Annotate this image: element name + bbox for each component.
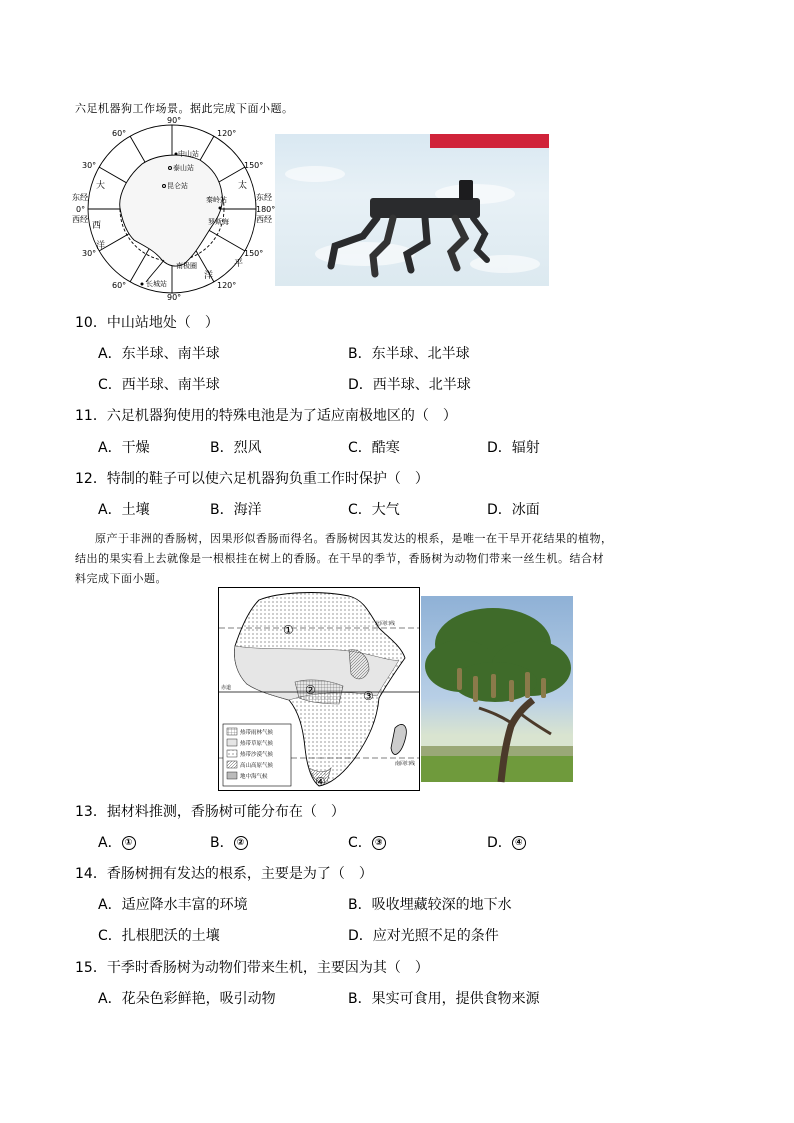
question-14: 14．香肠树拥有发达的根系，主要是为了（ ） [75,866,373,882]
sausage-tree-photo [421,596,573,782]
station-label: 昆仑站 [167,182,188,190]
lon-label: 150° [244,161,264,170]
antarctic-polar-map [72,116,276,302]
option-12b[interactable]: B．海洋 [210,502,262,518]
option-15a[interactable]: A．花朵色彩鲜艳，吸引动物 [98,991,276,1007]
ocean-char: 洋 [204,271,214,281]
ocean-char: 洋 [96,241,106,251]
lon-label: 西经 [72,215,88,224]
station-label: 长城站 [146,280,167,288]
question-13: 13．据材料推测，香肠树可能分布在（ ） [75,804,345,820]
ocean-char: 平 [234,259,244,269]
option-15b[interactable]: B．果实可食用，提供食物来源 [348,991,540,1007]
option-11c[interactable]: C．酷寒 [348,440,400,456]
lon-label: 0° [76,205,86,214]
legend-item: 高山高原气候 [240,763,274,769]
ocean-char: 大 [96,181,106,191]
question-11: 11．六足机器狗使用的特殊电池是为了适应南极地区的（ ） [75,408,457,424]
intro-text-2-line3: 料完成下面小题。 [75,572,167,585]
lon-label: 30° [82,249,97,258]
tree-canopy-icon [425,608,571,702]
lon-label: 180° [256,205,276,214]
lon-label: 90° [167,293,182,302]
option-12d[interactable]: D．冰面 [487,502,540,518]
legend-item: 热带草原气候 [240,741,274,747]
question-12: 12．特制的鞋子可以使六足机器狗负重工作时保护（ ） [75,471,429,487]
option-10b[interactable]: B．东半球、北半球 [348,346,470,362]
option-14c[interactable]: C．扎根肥沃的土壤 [98,928,220,944]
station-label: 泰山站 [173,164,194,172]
option-10c[interactable]: C．西半球、南半球 [98,377,220,393]
lon-label: 60° [112,281,127,290]
lon-label: 60° [112,129,127,138]
option-13d[interactable]: D． ④ [487,832,526,852]
circle-label: 南极圈 [176,262,197,270]
lon-label: 90° [167,116,182,125]
lon-label: 东经 [72,193,88,202]
question-15: 15．干季时香肠树为动物们带来生机，主要因为其（ ） [75,960,429,976]
ocean-char: 西 [92,221,102,231]
option-10d[interactable]: D．西半球、北半球 [348,377,471,393]
lon-label: 120° [217,281,237,290]
tropic-south-label: 南回归线 [395,761,416,767]
red-structure [430,134,549,148]
marker-2: ② [305,683,316,697]
option-13a[interactable]: A． ① [98,832,136,852]
option-10a[interactable]: A．东半球、南半球 [98,346,220,362]
marker-4: ④ [315,775,326,789]
robot-dog-photo [275,134,549,286]
equator-label: 赤道 [221,685,232,691]
legend-item: 热带雨林气候 [240,730,274,736]
station-label: 中山站 [178,150,199,158]
lon-label: 150° [244,249,264,258]
option-14d[interactable]: D．应对光照不足的条件 [348,928,499,944]
intro-text-2-line2: 结出的果实看上去就像是一根根挂在树上的香肠。在干旱的季节，香肠树为动物们带来一丝生机。结合材 [75,552,604,565]
option-13b[interactable]: B． ② [210,832,248,852]
marker-1: ① [283,623,294,637]
option-12c[interactable]: C．大气 [348,502,400,518]
intro-text-2-line1: 原产于非洲的香肠树，因果形似香肠而得名。香肠树因其发达的根系，是唯一在干旱开花结果的植物， [95,532,613,545]
marker-3: ③ [363,689,374,703]
intro-text-1: 六足机器狗工作场景。据此完成下面小题。 [75,102,294,115]
legend-item: 地中海气候 [240,774,268,780]
option-11a[interactable]: A．干燥 [98,440,150,456]
question-10: 10．中山站地处（ ） [75,315,219,331]
station-label: 秦岭站 [206,196,227,204]
africa-climate-map [218,587,420,791]
option-14b[interactable]: B．吸收埋藏较深的地下水 [348,897,512,913]
option-13c[interactable]: C． ③ [348,832,386,852]
ocean-char: 太 [238,181,248,191]
option-11d[interactable]: D．辐射 [487,440,540,456]
lon-label: 120° [217,129,237,138]
option-12a[interactable]: A．土壤 [98,502,150,518]
lon-label: 西经 [256,215,272,224]
option-14a[interactable]: A．适应降水丰富的环境 [98,897,248,913]
sea-label: 罗斯海 [208,218,229,226]
option-11b[interactable]: B．烈风 [210,440,262,456]
tropic-north-label: 北回归线 [375,621,396,627]
legend-item: 热带沙漠气候 [240,752,274,758]
lon-label: 30° [82,161,97,170]
lon-label: 东经 [256,193,272,202]
